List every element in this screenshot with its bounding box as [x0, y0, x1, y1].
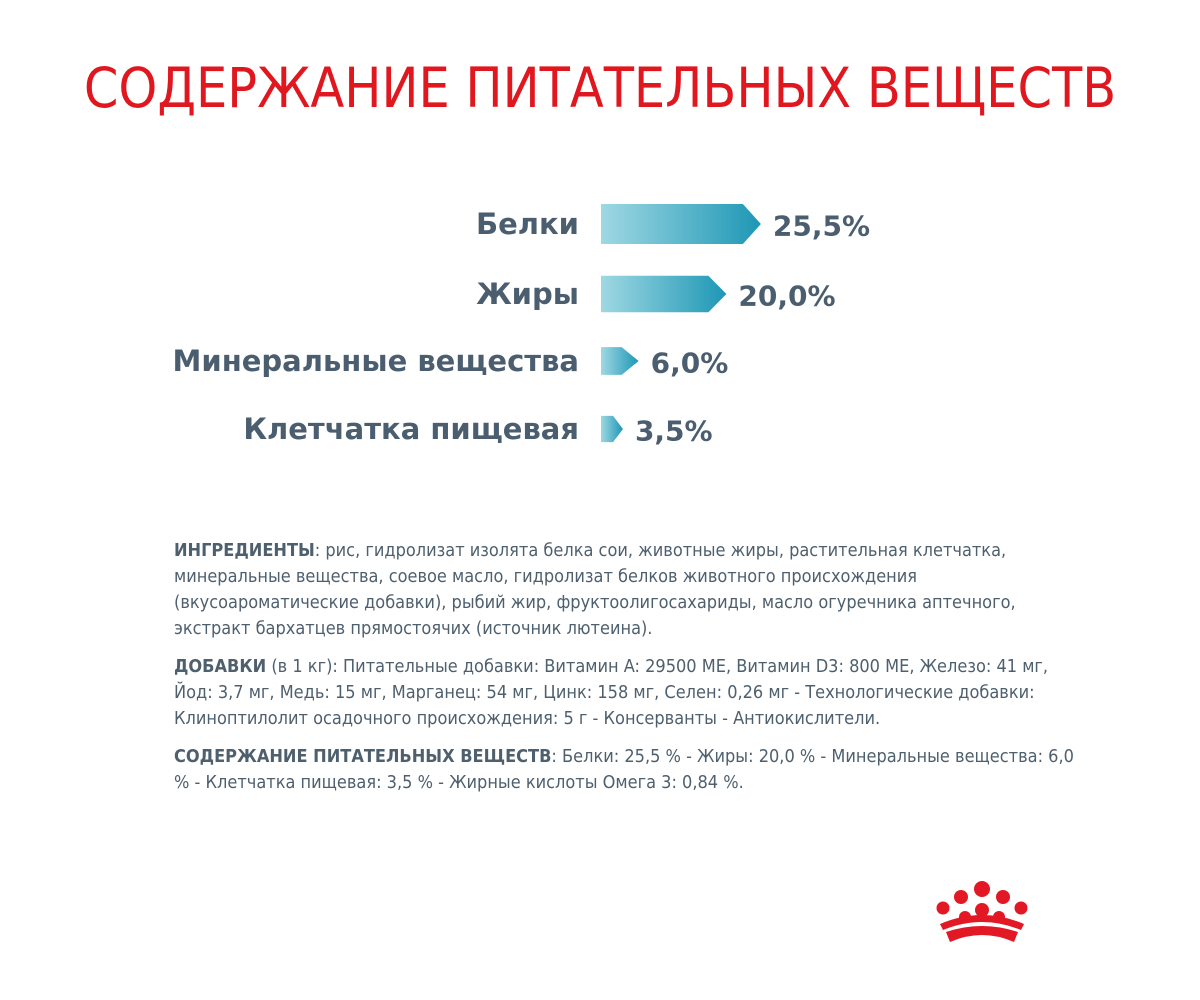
value-label: 3,5% — [634, 414, 713, 448]
category-label: Клетчатка пищевая — [243, 412, 579, 446]
ingredients-block — [174, 538, 1074, 808]
nutrients-heading: СОДЕРЖАНИЕ ПИТАТЕЛЬНЫХ ВЕЩЕСТВ — [174, 746, 552, 767]
value-label: 25,5% — [772, 209, 871, 243]
category-label: Белки — [475, 207, 579, 241]
category-label: Жиры — [476, 277, 579, 311]
ingredients-heading: ИНГРЕДИЕНТЫ — [174, 540, 315, 561]
nutrients-text: : Белки: 25,5 % - Жиры: 20,0 % - Минеральные вещества: 6,0 % - Клетчатка пищевая: 3,5 % - Жирные кислоты Омега 3: 0,84 %. — [174, 746, 1074, 793]
value-label: 6,0% — [650, 346, 729, 380]
additives-text: (в 1 кг): Питательные добавки: Витамин A: 29500 МЕ, Витамин D3: 800 МЕ, Железо: 41 мг, Йод: 3,7 мг, Медь: 15 мг, Марганец: 54 мг, Цинк: 158 мг, Селен: 0,26 мг - Технологические добавки: Клиноптилолит осадочного происхождения: 5 г - Консерванты - Антиокислители. — [174, 656, 1049, 729]
royal-canin-crown-icon — [926, 880, 1038, 948]
nutrients-paragraph — [174, 744, 1074, 796]
bar — [601, 204, 761, 244]
bar — [601, 347, 639, 375]
bar — [601, 416, 623, 442]
page-title: СОДЕРЖАНИЕ ПИТАТЕЛЬНЫХ ВЕЩЕСТВ — [83, 56, 1117, 120]
category-label: Минеральные вещества — [172, 344, 579, 378]
additives-heading: ДОБАВКИ — [174, 656, 267, 677]
additives-paragraph — [174, 654, 1074, 732]
bar — [601, 276, 726, 313]
ingredients-paragraph — [174, 538, 1074, 642]
ingredients-text: : рис, гидролизат изолята белка сои, животные жиры, растительная клетчатка, минеральные вещества, соевое масло, гидролизат белков животного происхождения (вкусоароматические добавки), рыбий жир, фруктоолигосахариды, масло огуречника аптечного, экстракт бархатцев прямостоячих (источник лютеина). — [174, 540, 1016, 639]
value-label: 20,0% — [738, 279, 836, 313]
